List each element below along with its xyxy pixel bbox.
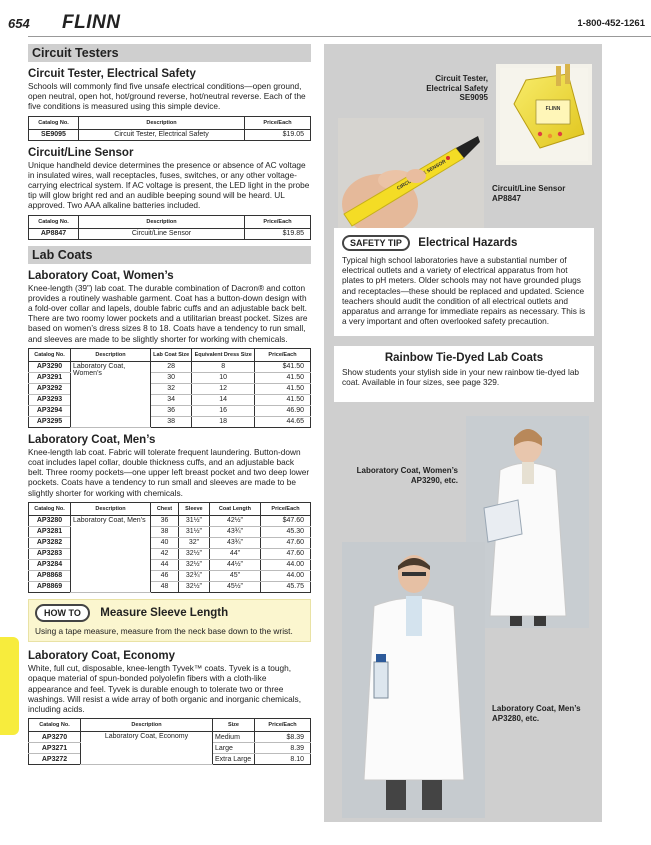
product-title-mens-coat: Laboratory Coat, Men’s xyxy=(28,433,156,446)
coat-size: Large xyxy=(213,743,255,754)
table-header: Price/Each xyxy=(261,502,311,515)
price-table-mens-coat xyxy=(28,502,311,593)
product-description-line-sensor: Unique handheld device determines the presence or absence of AC voltage in insulated wires, wall receptacles, fuses, switches, or any other voltage-carrying electrical system. If AC voltage is present, the LED light in the probe tip will glow bright red and an audible beeping sound will be heard. UL approved. Two AAA alkaline batteries included. xyxy=(28,159,310,211)
circuit-tester-image xyxy=(496,64,592,165)
howto-box xyxy=(28,599,311,642)
table-row xyxy=(29,732,311,743)
table-header: Description xyxy=(71,502,151,515)
item-price: $19.85 xyxy=(245,228,311,239)
item-price: 44.00 xyxy=(261,559,311,570)
coat-size: 28 xyxy=(151,361,192,372)
table-header: Lab Coat Size xyxy=(151,348,192,361)
page-number: 654 xyxy=(8,16,30,31)
catalog-number: AP8868 xyxy=(29,570,71,581)
catalog-number: AP3290 xyxy=(29,361,71,372)
howto-title: Measure Sleeve Length xyxy=(100,606,229,619)
chest-size: 44 xyxy=(151,559,179,570)
brand-logo: FLINN xyxy=(62,12,121,33)
table-header: Price/Each xyxy=(245,215,311,228)
table-header: Price/Each xyxy=(255,719,311,732)
rainbow-coats-text: Show students your stylish side in your new rainbow tie-dyed lab coat. Available in four sizes, see page 329. xyxy=(342,367,580,388)
dress-size: 16 xyxy=(192,405,255,416)
item-price: 8.10 xyxy=(255,754,311,765)
item-price: 41.50 xyxy=(255,372,311,383)
coat-size: Extra Large xyxy=(213,754,255,765)
product-description-mens-coat: Knee-length lab coat. Fabric will tolerate frequent laundering. Button-down coat includes lapel collar, double thickness cuffs, and an adjustable back belt. Three roomy pockets—one upper left breast pocket and two deep lower pockets. Coats have a tendency to run small and sleeves are made to be slightly shorter for working with chemicals. xyxy=(28,446,310,498)
price-table-womens-coat xyxy=(28,348,311,428)
sensor-label: SENSOR xyxy=(425,158,448,175)
table-row xyxy=(29,228,311,239)
caption-womens-coat: Laboratory Coat, Women’s AP3290, etc. xyxy=(356,466,458,485)
dress-size: 14 xyxy=(192,394,255,405)
item-price: 41.50 xyxy=(255,394,311,405)
product-description-economy-coat: White, full cut, disposable, knee-length Tyvek™ coats. Tyvek is a tough, opaque material of spun-bonded polyolefin fibers with a cloth-like appearance and feel. Tyvek is durable enough to tolerate two or three washings. Will resist a wide array of both organic and inorganic chemicals, including acids. xyxy=(28,663,301,714)
header-rule xyxy=(28,36,651,37)
sleeve-length: 32½” xyxy=(178,581,209,592)
left-column xyxy=(28,44,311,771)
sleeve-length: 32¾” xyxy=(178,570,209,581)
chest-size: 36 xyxy=(151,515,179,526)
product-description-safety-tester: Schools will commonly find five unsafe electrical conditions—open ground, open neutral, open hot, hot/ground reverse, hot/neutral reverse. Each of the five conditions is measured using this simple device. xyxy=(28,81,306,112)
chest-size: 46 xyxy=(151,570,179,581)
table-header: Catalog No. xyxy=(29,116,79,129)
item-price: 47.60 xyxy=(261,548,311,559)
caption-mens-coat: Laboratory Coat, Men’s AP3280, etc. xyxy=(492,704,581,723)
catalog-number: AP3294 xyxy=(29,405,71,416)
coat-length: 42½” xyxy=(209,515,260,526)
safety-tip-text: Typical high school laboratories have a substantial number of electrical outlets and a variety of electrical apparatus from hot plates to pH meters. Older schools may not have grounded plugs and receptacles—these should be replaced and updated. Science teachers should audit the condition of all electrical outlets and apparatus and arrange for immediate repairs as necessary. This is a very important and often overlooked safety precaution. xyxy=(342,255,586,327)
catalog-number: AP3283 xyxy=(29,548,71,559)
item-price: 44.65 xyxy=(255,416,311,427)
coat-length: 45½” xyxy=(209,581,260,592)
section-title-circuit-testers: Circuit Testers xyxy=(28,44,311,62)
rainbow-coats-title: Rainbow Tie-Dyed Lab Coats xyxy=(384,352,544,364)
price-table-line-sensor xyxy=(28,215,311,240)
coat-size: Medium xyxy=(213,732,255,743)
catalog-number: AP3280 xyxy=(29,515,71,526)
item-price: 47.60 xyxy=(261,537,311,548)
table-row xyxy=(29,361,311,372)
item-description: Laboratory Coat, Women’s xyxy=(71,361,151,427)
sleeve-length: 32” xyxy=(178,537,209,548)
chest-size: 42 xyxy=(151,548,179,559)
chest-size: 48 xyxy=(151,581,179,592)
coat-size: 34 xyxy=(151,394,192,405)
table-header: Catalog No. xyxy=(29,719,81,732)
item-price: $41.50 xyxy=(255,361,311,372)
table-header: Catalog No. xyxy=(29,348,71,361)
caption-line-sensor: Circuit/Line Sensor AP8847 xyxy=(492,184,566,203)
table-header: Price/Each xyxy=(245,116,311,129)
item-description: Laboratory Coat, Men’s xyxy=(71,515,151,592)
coat-size: 36 xyxy=(151,405,192,416)
item-price: 45.30 xyxy=(261,526,311,537)
rainbow-coats-box xyxy=(334,346,594,402)
safety-tip-box xyxy=(334,228,594,336)
coat-size: 30 xyxy=(151,372,192,383)
sleeve-length: 31½” xyxy=(178,526,209,537)
page-header xyxy=(0,0,651,46)
sleeve-length: 31½” xyxy=(178,515,209,526)
safety-tip-tag: SAFETY TIP xyxy=(342,235,410,251)
sleeve-length: 32½” xyxy=(178,559,209,570)
table-header: Description xyxy=(81,719,213,732)
table-row xyxy=(29,515,311,526)
catalog-number: AP3282 xyxy=(29,537,71,548)
catalog-number: AP3281 xyxy=(29,526,71,537)
dress-size: 18 xyxy=(192,416,255,427)
product-title-safety-tester: Circuit Tester, Electrical Safety xyxy=(28,68,196,80)
coat-size: 32 xyxy=(151,383,192,394)
table-header: Description xyxy=(71,348,151,361)
item-price: 8.39 xyxy=(255,743,311,754)
item-description: Circuit/Line Sensor xyxy=(79,228,245,239)
catalog-number: AP3272 xyxy=(29,754,81,765)
item-price: 41.50 xyxy=(255,383,311,394)
catalog-number: SE9095 xyxy=(29,129,79,140)
coat-length: 43¾” xyxy=(209,537,260,548)
table-header: Catalog No. xyxy=(29,215,79,228)
chest-size: 40 xyxy=(151,537,179,548)
table-header: Price/Each xyxy=(255,348,311,361)
item-price: 46.90 xyxy=(255,405,311,416)
coat-length: 44” xyxy=(209,548,260,559)
catalog-number: AP3293 xyxy=(29,394,71,405)
table-header: Coat Length xyxy=(209,502,260,515)
catalog-number: AP8847 xyxy=(29,228,79,239)
catalog-number: AP3292 xyxy=(29,383,71,394)
dress-size: 8 xyxy=(192,361,255,372)
table-header: Description xyxy=(79,215,245,228)
item-price: $8.39 xyxy=(255,732,311,743)
table-header: Description xyxy=(79,116,245,129)
caption-circuit-tester: Circuit Tester, Electrical Safety SE9095 xyxy=(426,74,488,102)
item-price: 45.75 xyxy=(261,581,311,592)
product-description-womens-coat: Knee-length (39”) lab coat. The durable combination of Dacron® and cotton provides a routinely washable garment. Coat has a button-down design with a fold-over collar and lapels, double fabric cuffs and an adjustable back belt. There are two roomy lower pockets and a utilitarian breast pocket. Sizes are based on women’s dress sizes 8 to 18. Coats have a tendency to run small, and sleeves are made to be slightly shorter for working with chemicals. xyxy=(28,282,308,344)
catalog-number: AP3284 xyxy=(29,559,71,570)
sidebar-panel xyxy=(324,44,602,822)
dress-size: 12 xyxy=(192,383,255,394)
tester-label: FLINN xyxy=(545,106,561,112)
table-header: Chest xyxy=(151,502,179,515)
catalog-number: AP8869 xyxy=(29,581,71,592)
catalog-number: AP3271 xyxy=(29,743,81,754)
product-title-womens-coat: Laboratory Coat, Women’s xyxy=(28,269,174,282)
table-header: Size xyxy=(213,719,255,732)
table-row xyxy=(29,129,311,140)
dress-size: 10 xyxy=(192,372,255,383)
item-price: 44.00 xyxy=(261,570,311,581)
catalog-number: AP3295 xyxy=(29,416,71,427)
item-description: Circuit Tester, Electrical Safety xyxy=(79,129,245,140)
item-price: $19.05 xyxy=(245,129,311,140)
table-header: Sleeve xyxy=(178,502,209,515)
section-title-lab-coats: Lab Coats xyxy=(28,246,311,264)
chest-size: 38 xyxy=(151,526,179,537)
coat-length: 43¾” xyxy=(209,526,260,537)
howto-tag: HOW TO xyxy=(35,604,90,622)
safety-tip-title: Electrical Hazards xyxy=(418,236,518,249)
item-price: $47.60 xyxy=(261,515,311,526)
coat-length: 44½” xyxy=(209,559,260,570)
line-sensor-image xyxy=(338,118,484,233)
phone-number: 1-800-452-1261 xyxy=(577,18,645,29)
coat-size: 38 xyxy=(151,416,192,427)
mens-coat-image xyxy=(342,542,485,818)
price-table-safety-tester xyxy=(28,116,311,141)
howto-text: Using a tape measure, measure from the neck base down to the wrist. xyxy=(35,626,293,637)
coat-length: 45” xyxy=(209,570,260,581)
product-title-line-sensor: Circuit/Line Sensor xyxy=(28,146,134,159)
item-description: Laboratory Coat, Economy xyxy=(81,732,213,765)
section-tab xyxy=(0,637,19,735)
table-header: Catalog No. xyxy=(29,502,71,515)
catalog-number: AP3270 xyxy=(29,732,81,743)
table-header: Equivalent Dress Size xyxy=(192,348,255,361)
sleeve-length: 32½” xyxy=(178,548,209,559)
price-table-economy-coat xyxy=(28,718,311,765)
product-title-economy-coat: Laboratory Coat, Economy xyxy=(28,650,175,663)
catalog-number: AP3291 xyxy=(29,372,71,383)
